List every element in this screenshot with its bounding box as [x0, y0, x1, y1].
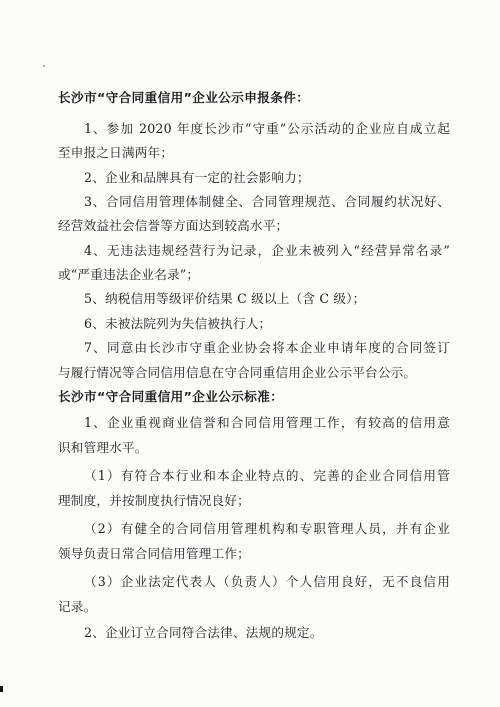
- condition-4-line-1: 4、无违法违规经营行为记录，企业未被列入“经营异常名录”: [84, 243, 450, 258]
- standard-1-sub-1-line-2: 理制度，并按制度执行情况良好；: [58, 493, 250, 508]
- condition-2-line-1: 2、企业和品牌具有一定的社会影响力；: [84, 170, 310, 185]
- standard-1-line-2: 识和管理水平。: [58, 440, 148, 455]
- section-heading-application-conditions: 长沙市“守合同重信用”企业公示申报条件：: [58, 90, 310, 105]
- standard-1-sub-3-line-2: 记录。: [58, 599, 97, 614]
- condition-1-line-1: 1、参加 2020 年度长沙市“守重”公示活动的企业应自成立起: [84, 121, 450, 136]
- condition-5-line-1: 5、纳税信用等级评价结果 C 级以上（含 C 级）；: [84, 291, 366, 306]
- condition-7-line-2: 与履行情况等合同信用信息在守合同重信用企业公示平台公示。: [58, 365, 417, 380]
- standard-1-sub-2-line-2: 领导负责日常合同信用管理工作；: [58, 546, 250, 561]
- standard-1-sub-1-line-1: （1）有符合本行业和本企业特点的、完善的企业合同信用管: [84, 468, 450, 483]
- section-heading-publicity-standards: 长沙市“守合同重信用”企业公示标准：: [58, 389, 284, 404]
- condition-4-line-2: 或“严重违法企业名录”；: [58, 267, 200, 282]
- standard-1-sub-3-line-1: （3）企业法定代表人（负责人）个人信用良好，无不良信用: [84, 574, 450, 589]
- standard-1-sub-2-line-1: （2）有健全的合同信用管理机构和专职管理人员，并有企业: [84, 521, 450, 536]
- scan-mark: [0, 686, 3, 692]
- condition-3-line-2: 经营效益社会信誉等方面达到较高水平；: [58, 218, 289, 233]
- scan-speck: [43, 65, 45, 67]
- standard-2-line-1: 2、企业订立合同符合法律、法规的规定。: [84, 625, 323, 640]
- standard-1-line-1: 1、企业重视商业信誉和合同信用管理工作，有较高的信用意: [84, 415, 450, 430]
- condition-3-line-1: 3、合同信用管理体制健全、合同管理规范、合同履约状况好、: [84, 194, 450, 209]
- condition-7-line-1: 7、同意由长沙市守重企业协会将本企业申请年度的合同签订: [84, 340, 450, 355]
- condition-6-line-1: 6、未被法院列为失信被执行人；: [84, 316, 272, 331]
- condition-1-line-2: 至申报之日满两年；: [58, 145, 174, 160]
